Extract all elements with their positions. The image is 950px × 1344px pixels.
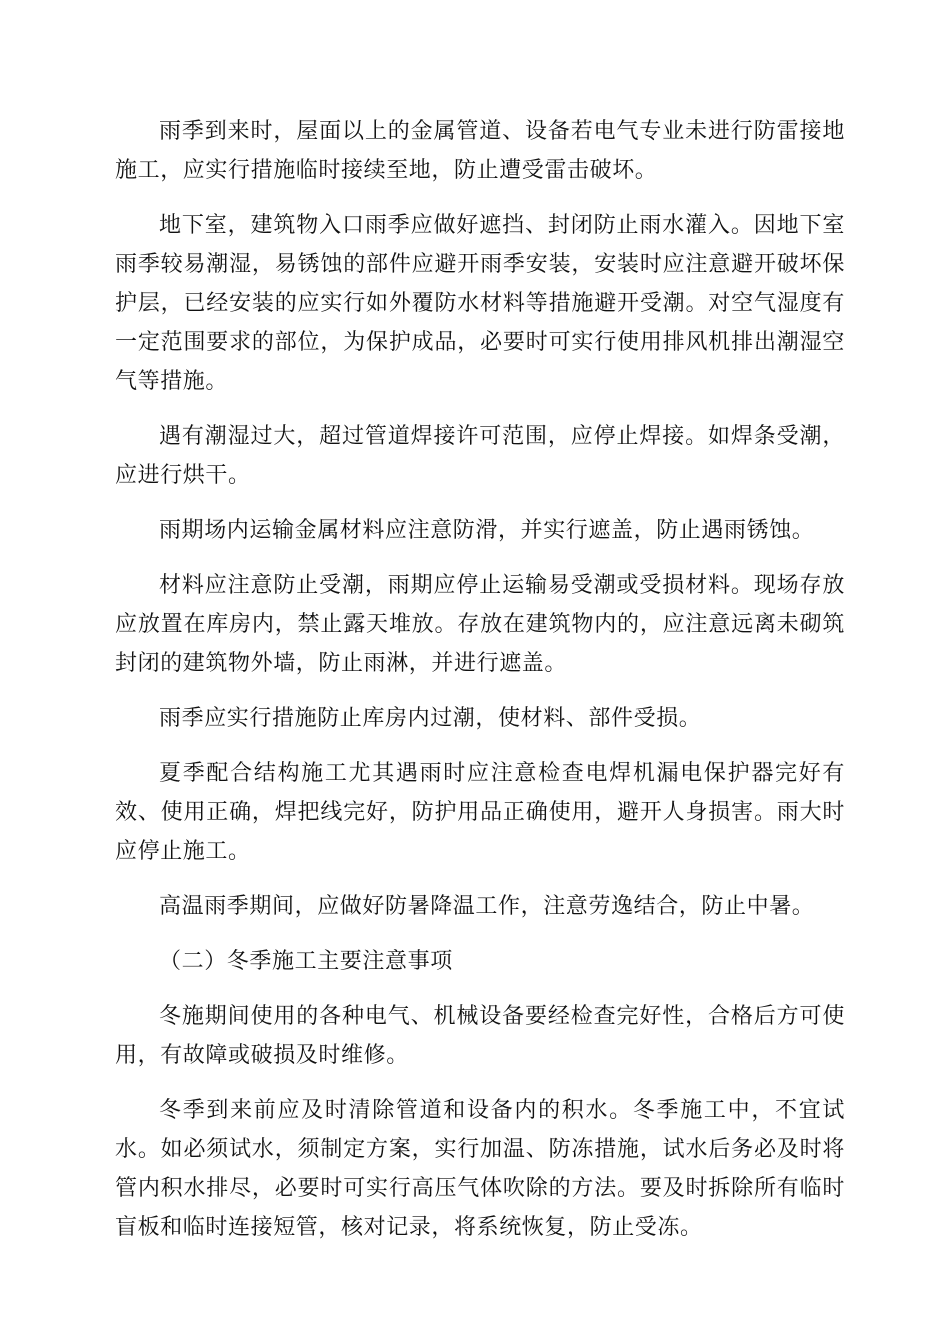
paragraph-warehouse-damp: 雨季应实行措施防止库房内过潮，使材料、部件受损。 [159,706,702,731]
paragraph-material-storage: 材料应注意防止受潮，雨期应停止运输易受潮或受损材料。现场存放应放置在库房内，禁止露天堆放。存放在建筑物内的，应注意远离未砌筑封闭的建筑物外墙，防止雨淋，并进行遮盖。 [115,573,845,676]
paragraph-summer-welding-safety: 夏季配合结构施工尤其遇雨时应注意检查电焊机漏电保护器完好有效、使用正确，焊把线完好，防护用品正确使用，避开人身损害。雨大时应停止施工。 [115,761,845,864]
section-heading-winter: （二）冬季施工主要注意事项 [159,949,453,974]
paragraph-welding-humidity: 遇有潮湿过大，超过管道焊接许可范围，应停止焊接。如焊条受潮，应进行烘干。 [115,424,845,488]
paragraph-heat-prevention: 高温雨季期间，应做好防暑降温工作，注意劳逸结合，防止中暑。 [159,894,815,919]
paragraph-winter-equipment: 冬施期间使用的各种电气、机械设备要经检查完好性，合格后方可使用，有故障或破损及时维修。 [115,1004,845,1068]
paragraph-lightning-protection: 雨季到来时，屋面以上的金属管道、设备若电气专业未进行防雷接地施工，应实行措施临时接续至地，防止遭受雷击破坏。 [115,119,845,183]
document-body [115,112,845,1263]
paragraph-basement-moisture: 地下室，建筑物入口雨季应做好遮挡、封闭防止雨水灌入。因地下室雨季较易潮湿，易锈蚀的部件应避开雨季安装，安装时应注意避开破坏保护层，已经安装的应实行如外覆防水材料等措施避开受潮。对空气湿度有一定范围要求的部位，为保护成品，必要时可实行使用排风机排出潮湿空气等措施。 [115,213,845,394]
paragraph-winter-water-removal: 冬季到来前应及时清除管道和设备内的积水。冬季施工中，不宜试水。如必须试水，须制定方案，实行加温、防冻措施，试水后务必及时将管内积水排尽，必要时可实行高压气体吹除的方法。要及时拆除所有临时盲板和临时连接短管，核对记录，将系统恢复，防止受冻。 [115,1098,845,1240]
paragraph-material-transport: 雨期场内运输金属材料应注意防滑，并实行遮盖，防止遇雨锈蚀。 [159,518,815,543]
